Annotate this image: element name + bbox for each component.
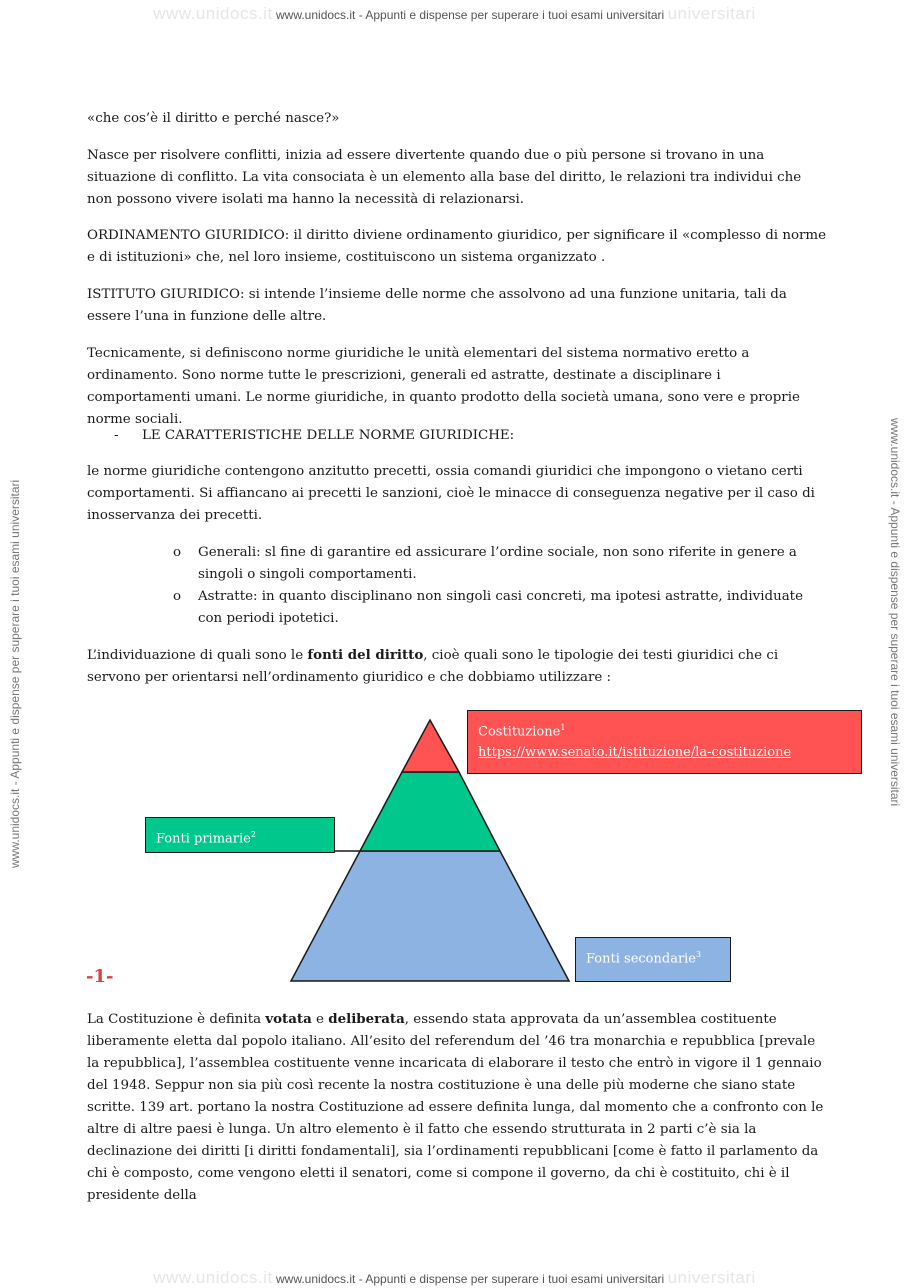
- const-text-1: La Costituzione è definita: [87, 1012, 266, 1027]
- ghost-watermark-left: www.unidocs.it: [153, 4, 273, 23]
- header-watermark-text: www.unidocs.it - Appunti e dispense per superare i tuoi esami universitari: [276, 8, 665, 22]
- footnote-ref: 1: [560, 723, 566, 732]
- const-text-2: e: [311, 1012, 329, 1027]
- costituzione-label: Costituzione: [478, 724, 561, 740]
- list-item-text: Astratte: in quanto disciplinano non singoli casi concreti, ma ipotesi astratte, individuate con periodi ipotetici.: [198, 589, 803, 626]
- ghost-watermark-right: universitari: [667, 1268, 756, 1287]
- paragraph-ordinamento: ORDINAMENTO GIURIDICO: il diritto diviene ordinamento giuridico, per significare il «complesso di norme e di istituzioni» che, nel loro insieme, costituiscono un sistema organizzato .: [87, 228, 827, 265]
- const-bold-votata: votata: [265, 1011, 312, 1027]
- pyramid-tier-primary: [360, 772, 500, 851]
- fonti-bold: fonti del diritto: [307, 647, 424, 663]
- const-text-3: , essendo stata approvata da un’assemblea costituente liberamente eletta dal popolo italiano. All’esito del referendum del ’46 tra monarchia e repubblica [prevale la repubblica], l’assemblea costituente venne incaricata di elaborare il testo che entrò in vigore il 1 gennaio del 1948. Seppur non sia più così recente la nostra costituzione è una delle più moderne che siano state scritte. 139 art. portano la nostra Costituzione ad essere definita lunga, dal momento che a confronto con le altre di altre paesi è lunga. Un altro elemento è il fatto che essendo strutturata in 2 parti c’è sia la declinazione dei diritti [i diritti fondamentali], sia l’ordinamenti repubblicani [come è fatto il parlamento da chi è composto, come vengono eletti il senatori, come si compone il governo, da chi è costituito, chi è il presidente della: [87, 1012, 824, 1203]
- paragraph-istituto: ISTITUTO GIURIDICO: si intende l’insieme delle norme che assolvono ad una funzione unitaria, tali da essere l’una in funzione delle altre.: [87, 287, 787, 324]
- question-line: «che cos’è il diritto e perché nasce?»: [87, 111, 340, 126]
- ghost-watermark-right: universitari: [667, 4, 756, 23]
- paragraph-conflict: Nasce per risolvere conflitti, inizia ad essere divertente quando due o più persone si trovano in una situazione di conflitto. La vita consociata è un elemento alla base del diritto, le relazioni tra individui che non possono vivere isolati ma hanno la necessità di relazionarsi.: [87, 148, 802, 207]
- section-heading-text: LE CARATTERISTICHE DELLE NORME GIURIDICHE:: [142, 428, 515, 443]
- page-number: -1-: [86, 966, 114, 987]
- footnote-ref: 3: [696, 950, 702, 959]
- footer-watermark: [0, 1268, 909, 1288]
- ghost-watermark-left: www.unidocs.it: [153, 1268, 273, 1287]
- list-item: [173, 586, 813, 630]
- paragraph-precetti: le norme giuridiche contengono anzitutto precetti, ossia comandi giuridici che impongono o vietano certi comportamenti. Si affiancano ai precetti le sanzioni, cioè le minacce di conseguenza negative per il caso di inosservanza dei precetti.: [87, 464, 815, 523]
- list-item: [173, 542, 813, 586]
- fonti-secondarie-box: [575, 937, 731, 982]
- footnote-ref: 2: [250, 830, 256, 839]
- const-bold-deliberata: deliberata: [328, 1011, 405, 1027]
- fonti-text-end: , cioè quali sono le tipologie dei testi giuridici che ci servono per orientarsi nell’ordinamento giuridico e che dobbiamo utilizzare :: [87, 648, 779, 685]
- fonti-primarie-box: [145, 817, 335, 853]
- dash-marker: -: [114, 428, 119, 443]
- list-item-text: Generali: sl fine di garantire ed assicurare l’ordine sociale, non sono riferite in genere a singoli o singoli comportamenti.: [198, 545, 797, 582]
- side-watermark-right: www.unidocs.it - Appunti e dispense per superare i tuoi esami universitari: [888, 418, 902, 807]
- header-watermark: [0, 4, 909, 24]
- paragraph-fonti: [87, 644, 827, 689]
- fonti-primarie-label: Fonti primarie: [156, 831, 251, 847]
- characteristics-list: [173, 542, 813, 630]
- section-heading: [114, 425, 514, 447]
- pyramid-tier-constitution: [402, 720, 459, 772]
- paragraph-tecnicamente: Tecnicamente, si definiscono norme giuridiche le unità elementari del sistema normativo eretto a ordinamento. Sono norme tutte le prescrizioni, generali ed astratte, destinate a disciplinare i comportamenti umani. Le norme giuridiche, in quanto prodotto della società umana, sono vere e proprie norme sociali.: [87, 346, 800, 427]
- fonti-text-start: L’individuazione di quali sono le: [87, 648, 308, 663]
- pyramid-tier-secondary: [291, 851, 569, 981]
- costituzione-link[interactable]: https://www.senato.it/istituzione/la-costituzione: [478, 745, 792, 761]
- bullet-marker: o: [173, 545, 182, 560]
- side-watermark-left: www.unidocs.it - Appunti e dispense per superare i tuoi esami universitari: [8, 479, 22, 868]
- bullet-marker: o: [173, 589, 182, 604]
- paragraph-costituzione: [87, 1008, 827, 1207]
- footer-watermark-text: www.unidocs.it - Appunti e dispense per superare i tuoi esami universitari: [276, 1272, 665, 1286]
- costituzione-box: [467, 710, 862, 774]
- fonti-secondarie-label: Fonti secondarie: [586, 951, 697, 967]
